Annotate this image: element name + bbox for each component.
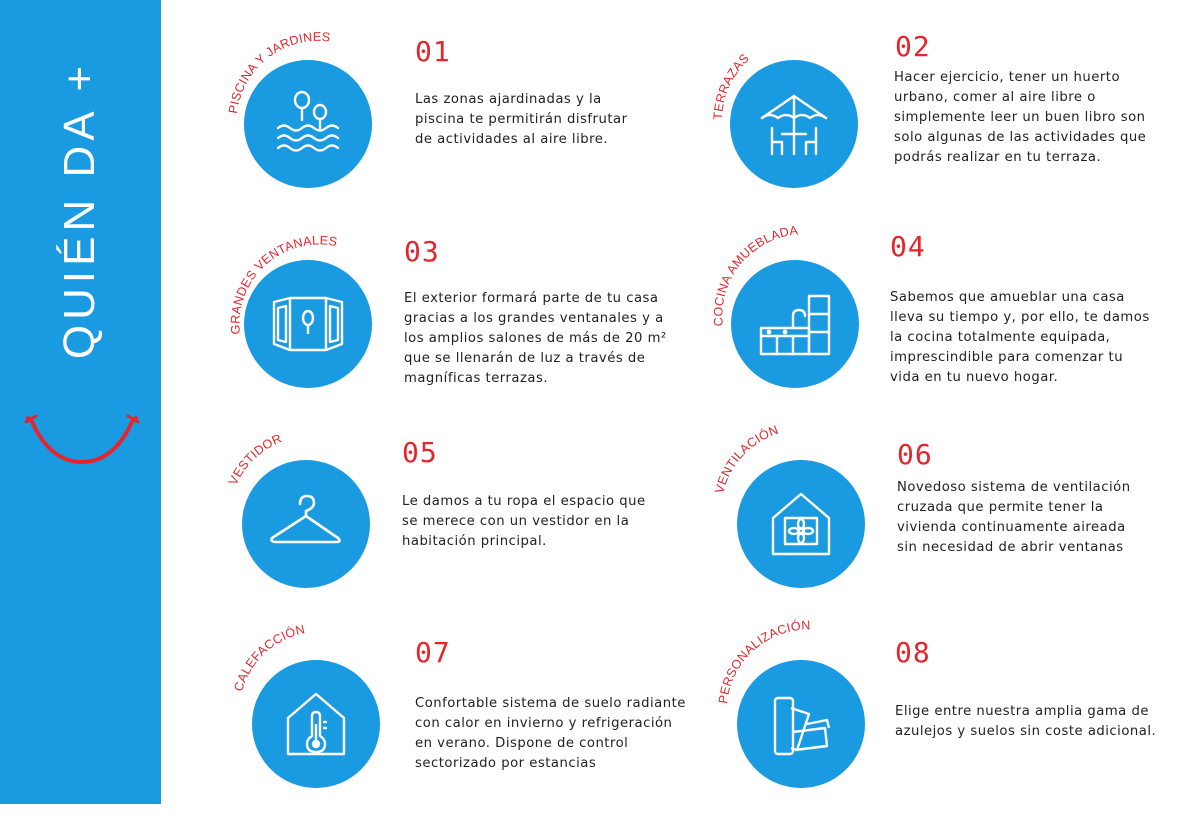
feature-number: 01 [415,35,451,68]
feature-number: 05 [402,436,438,469]
feature-05 [222,430,682,620]
feature-number: 08 [895,636,931,669]
feature-number: 04 [890,230,926,263]
swatches-icon [761,684,841,764]
feature-icon-circle [244,60,372,188]
kitchen-icon [755,284,835,364]
feature-icon-circle [242,460,370,588]
sidebar [0,0,161,804]
svg-text:TERRAZAS: TERRAZAS [710,50,752,121]
feature-03 [220,230,680,420]
feature-number: 03 [404,235,440,268]
svg-text:PISCINA Y JARDINES: PISCINA Y JARDINES [226,29,332,115]
svg-text:PERSONALIZACIÓN: PERSONALIZACIÓN [715,618,811,705]
svg-text:GRANDES VENTANALES: GRANDES VENTANALES [228,233,339,335]
feature-icon-circle [244,260,372,388]
window-icon [268,284,348,364]
thermometer-house-icon [276,684,356,764]
feature-07 [230,622,690,820]
feature-icon-circle [252,660,380,788]
feature-number: 02 [895,30,931,63]
pool-garden-icon [268,84,348,164]
svg-text:CALEFACCIÓN: CALEFACCIÓN [231,622,307,693]
feature-description: Confortable sistema de suelo radiante con calor en invierno y refrigeración en verano. Dispone de control sectorizado por estancias [415,696,686,771]
feature-06 [712,422,1175,620]
feature-number: 07 [415,636,451,669]
feature-description: Las zonas ajardinadas y la piscina te permitirán disfrutar de actividades al aire libre. [415,92,628,147]
svg-text:VENTILACIÓN: VENTILACIÓN [712,422,781,495]
feature-icon-circle [737,460,865,588]
brand-title: QUIÉN DA + [55,60,104,360]
terrace-umbrella-icon [754,84,834,164]
feature-08 [715,618,1175,820]
feature-description: El exterior formará parte de tu casa gracias a los grandes ventanales y a los amplios salones de más de 20 m² que se llenarán de luz a través de magníficas terrazas. [404,291,667,386]
feature-icon-circle [737,660,865,788]
feature-description: Hacer ejercicio, tener un huerto urbano, comer al aire libre o simplemente leer un buen libro son solo algunas de las actividades que podrás realizar en tu terraza. [894,70,1147,165]
feature-icon-circle [731,260,859,388]
feature-04 [711,223,1175,420]
svg-text:VESTIDOR: VESTIDOR [225,431,284,488]
hanger-icon [266,484,346,564]
smile-logo-icon [22,412,142,468]
ventilation-fan-icon [761,484,841,564]
feature-icon-circle [730,60,858,188]
feature-01 [226,29,690,220]
feature-02 [710,30,1170,220]
feature-number: 06 [897,438,933,471]
svg-text:COCINA AMUEBLADA: COCINA AMUEBLADA [711,223,799,327]
feature-description: Sabemos que amueblar una casa lleva su tiempo y, por ello, te damos la cocina totalmente equipada, imprescindible para comenzar tu vida en tu nuevo hogar. [890,290,1150,385]
feature-description: Novedoso sistema de ventilación cruzada que permite tener la vivienda continuamente aireada sin necesidad de abrir ventanas [897,480,1131,555]
feature-description: Le damos a tu ropa el espacio que se merece con un vestidor en la habitación principal. [402,494,646,549]
feature-description: Elige entre nuestra amplia gama de azulejos y suelos sin coste adicional. [895,704,1157,739]
